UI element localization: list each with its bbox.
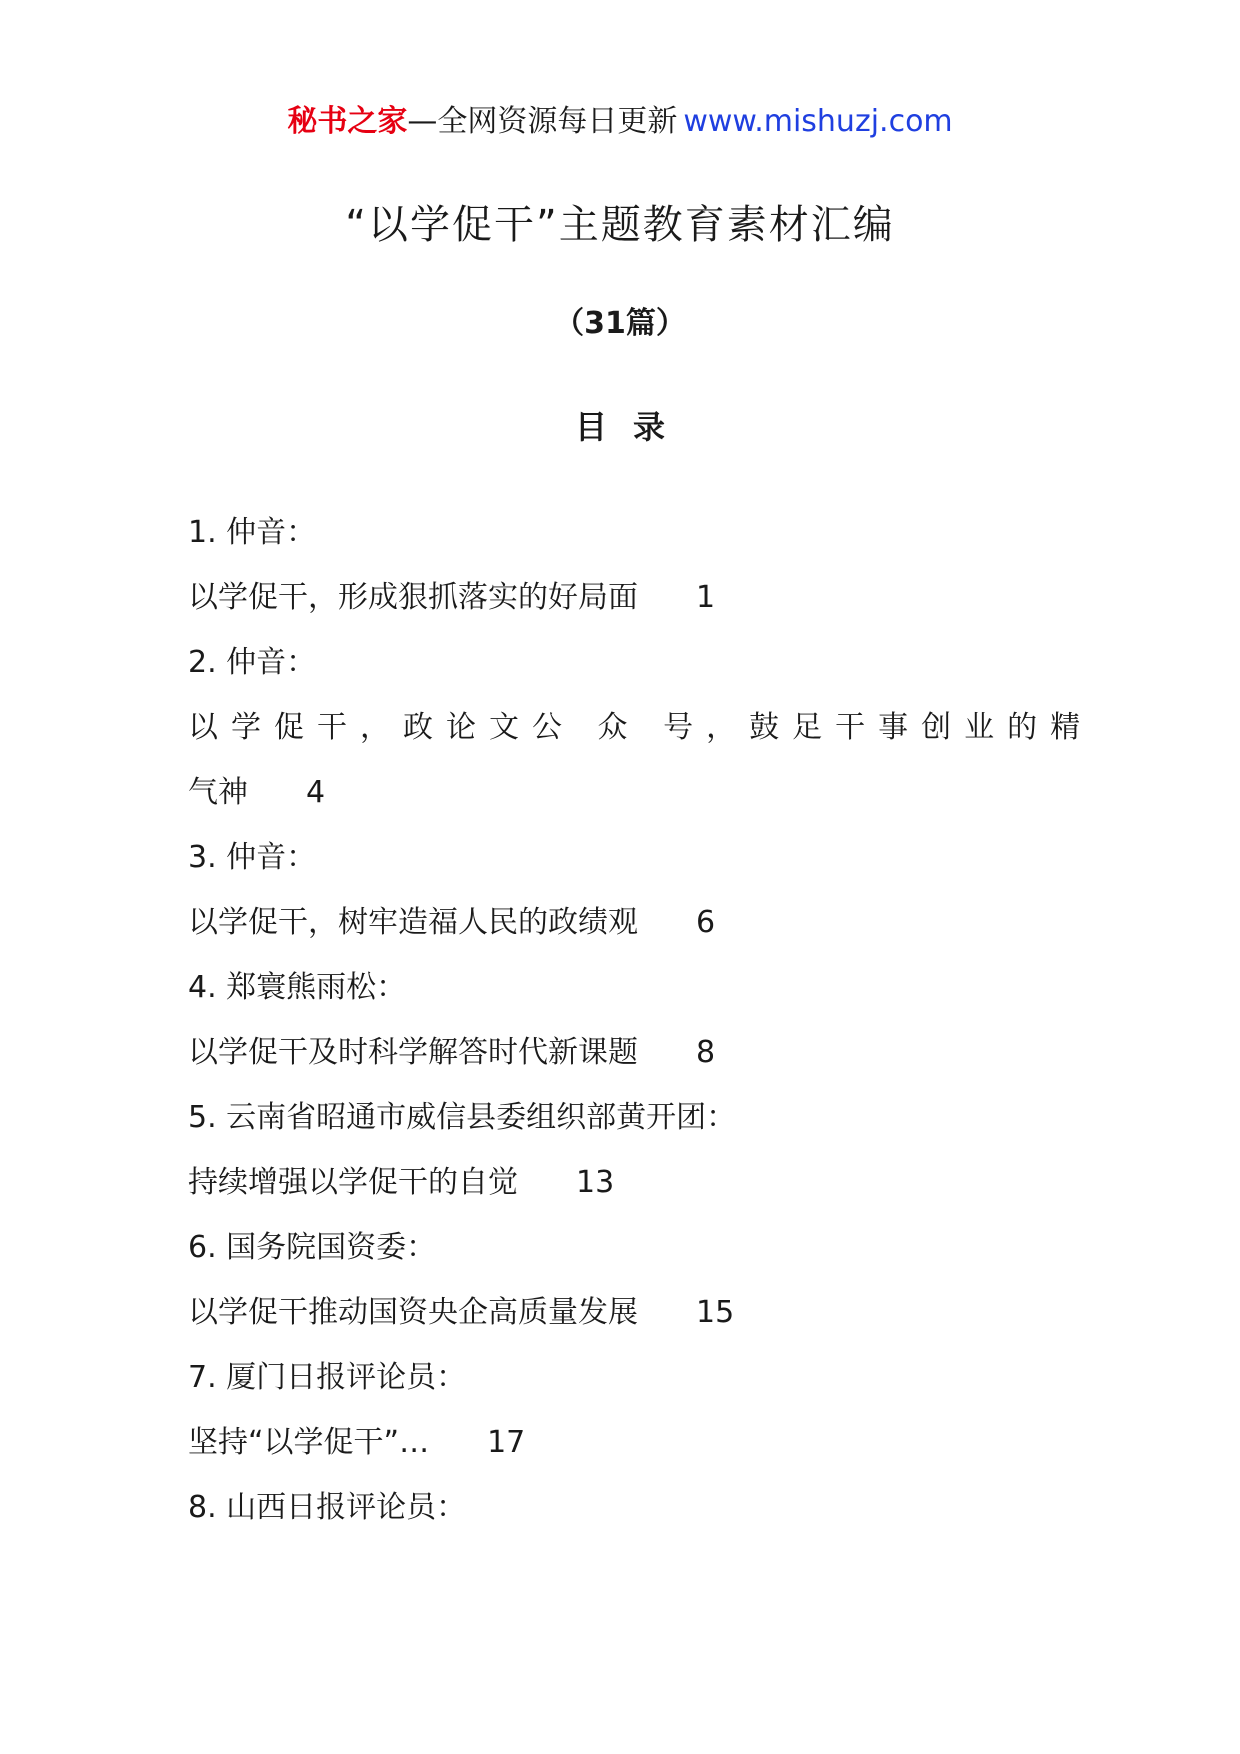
- table-of-contents: [188, 500, 1094, 1540]
- toc-entry-title[interactable]: [188, 1280, 1068, 1345]
- toc-entry-title-text: 持续增强以学促干的自觉: [188, 1165, 518, 1200]
- toc-page-number: 13: [576, 1165, 615, 1200]
- toc-entry-author: 2. 仲音：: [188, 645, 317, 680]
- toc-page-number: 6: [696, 905, 716, 940]
- header-tagline: —全网资源每日更新: [407, 104, 678, 139]
- toc-entry-title-text: 气神: [188, 775, 248, 810]
- toc-entry-title-text: 坚持“以学促干”…: [188, 1425, 430, 1460]
- site-url-link[interactable]: www.mishuzj.com: [683, 104, 953, 139]
- toc-page-number: 15: [696, 1295, 735, 1330]
- toc-entry-author: 7. 厦门日报评论员：: [188, 1360, 467, 1395]
- toc-entry-title-text: 以学促干，形成狠抓落实的好局面: [188, 580, 638, 615]
- toc-entry-title-text: 以学促干，树牢造福人民的政绩观: [188, 905, 638, 940]
- toc-page-number: 8: [696, 1035, 716, 1070]
- toc-entry-author: 8. 山西日报评论员：: [188, 1490, 467, 1525]
- brand-name: 秘书之家: [287, 104, 408, 139]
- toc-entry-title[interactable]: [188, 695, 1094, 760]
- toc-heading: 目录: [574, 408, 691, 446]
- toc-page-number: 1: [696, 580, 716, 615]
- toc-entry-title[interactable]: [188, 565, 1068, 630]
- toc-entry-title-text: 以学促干及时科学解答时代新课题: [188, 1035, 638, 1070]
- document-count: （31篇）: [554, 306, 686, 341]
- toc-entry-title[interactable]: [188, 1020, 1068, 1085]
- toc-entry-author: 4. 郑寰熊雨松：: [188, 970, 407, 1005]
- toc-entry-title-text: 以学促干推动国资央企高质量发展: [188, 1295, 638, 1330]
- toc-entry-title[interactable]: [188, 890, 1068, 955]
- toc-entry-author: 5. 云南省昭通市威信县委组织部黄开团：: [188, 1100, 737, 1135]
- toc-entry-author: 6. 国务院国资委：: [188, 1230, 437, 1265]
- toc-entry-author: 1. 仲音：: [188, 515, 317, 550]
- toc-page-number: 17: [487, 1425, 526, 1460]
- toc-entry-author: 3. 仲音：: [188, 840, 317, 875]
- toc-entry-title[interactable]: [188, 1410, 1068, 1475]
- toc-entry-title-continued[interactable]: [188, 760, 1068, 825]
- document-title: “以学促干”主题教育素材汇编: [345, 202, 895, 248]
- toc-page-number: 4: [306, 775, 326, 810]
- site-header: [0, 100, 1240, 144]
- toc-entry-title[interactable]: [188, 1150, 1068, 1215]
- toc-entry-title-text: 以学促干，政论文公 众 号，鼓足干事创业的精: [188, 710, 1094, 745]
